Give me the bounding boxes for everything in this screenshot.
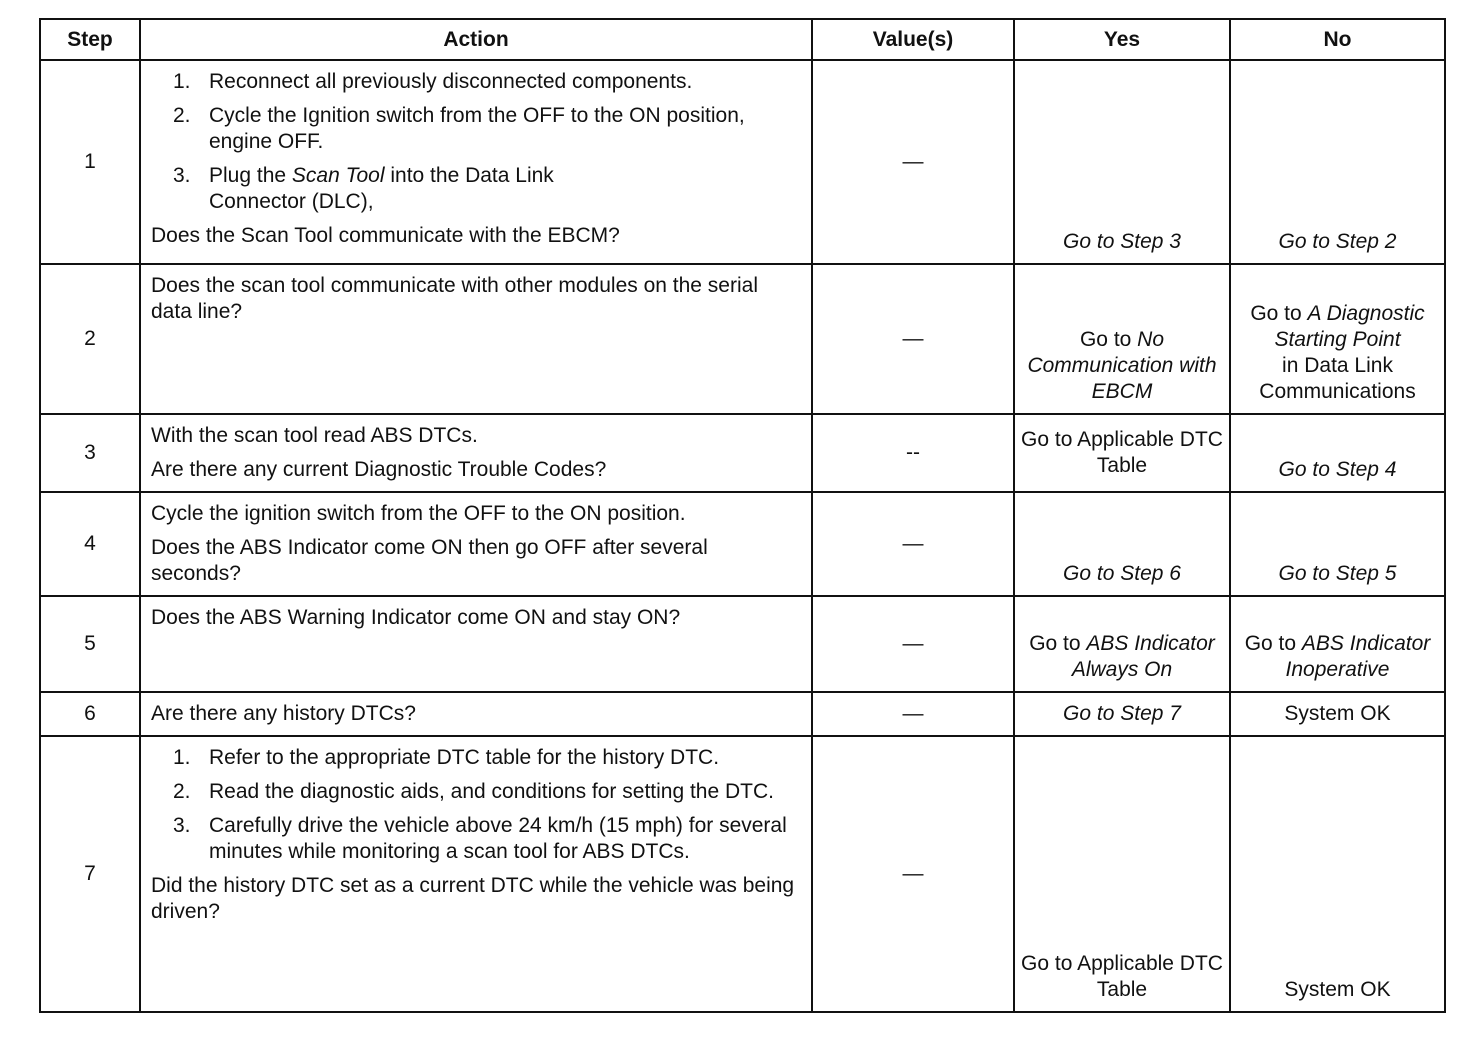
value-cell: — [812,492,1014,596]
no-cell: Go to Step 5 [1230,492,1445,596]
yes-cell: Go to Applicable DTC Table [1014,414,1230,492]
value-cell: — [812,60,1014,264]
yes-cell: Go to Step 3 [1014,60,1230,264]
action-cell [140,596,812,692]
action-cell [140,60,812,264]
header-yes: Yes [1014,19,1230,60]
no-cell: System OK [1230,736,1445,1012]
action-cell [140,736,812,1012]
action-cell [140,492,812,596]
action-question: Did the history DTC set as a current DTC while the vehicle was being driven? [151,874,795,923]
diagnostic-table [39,18,1446,1013]
table-row [40,492,1445,596]
action-step: 2. Cycle the Ignition switch from the OFF to the ON position, engine OFF. [173,104,745,153]
table-row [40,264,1445,414]
action-question: Does the scan tool communicate with other modules on the serial data line? [151,274,758,323]
action-cell [140,264,812,414]
action-step: 1. Refer to the appropriate DTC table for the history DTC. [173,746,720,769]
no-cell: Go to A Diagnostic Starting Point in Data Link Communications [1230,264,1445,414]
step-number: 5 [40,596,140,692]
action-question: Are there any history DTCs? [151,702,416,725]
action-question: Are there any current Diagnostic Trouble Codes? [151,458,607,481]
action-cell [140,414,812,492]
step-number: 2 [40,264,140,414]
table-row [40,414,1445,492]
action-step: 3. Carefully drive the vehicle above 24 km/h (15 mph) for several minutes while monitoring a scan tool for ABS DTCs. [173,814,787,863]
no-cell: Go to Step 2 [1230,60,1445,264]
yes-cell: Go to ABS Indicator Always On [1014,596,1230,692]
table-row [40,736,1445,1012]
no-cell: Go to Step 4 [1230,414,1445,492]
action-question: Does the ABS Warning Indicator come ON and stay ON? [151,606,681,629]
step-number: 6 [40,692,140,736]
no-cell: System OK [1230,692,1445,736]
yes-cell: Go to Applicable DTC Table [1014,736,1230,1012]
action-step: 3. Plug the Scan Tool into the Data Link Connector (DLC), [173,164,554,213]
action-question: Does the Scan Tool communicate with the EBCM? [151,224,620,247]
header-step: Step [40,19,140,60]
action-step: 1. Reconnect all previously disconnected components. [173,70,693,93]
value-cell: — [812,736,1014,1012]
value-cell: — [812,264,1014,414]
value-cell: — [812,596,1014,692]
yes-cell: Go to Step 7 [1014,692,1230,736]
header-action: Action [140,19,812,60]
header-values: Value(s) [812,19,1014,60]
action-text: With the scan tool read ABS DTCs. [151,424,478,447]
yes-cell: Go to No Communication with EBCM [1014,264,1230,414]
action-step: 2. Read the diagnostic aids, and conditions for setting the DTC. [173,780,774,803]
step-number: 7 [40,736,140,1012]
value-cell: — [812,692,1014,736]
action-cell [140,692,812,736]
table-row [40,596,1445,692]
step-number: 3 [40,414,140,492]
header-row [40,19,1445,60]
table-row [40,692,1445,736]
step-number: 4 [40,492,140,596]
yes-cell: Go to Step 6 [1014,492,1230,596]
no-cell: Go to ABS Indicator Inoperative [1230,596,1445,692]
value-cell: -- [812,414,1014,492]
header-no: No [1230,19,1445,60]
action-text: Cycle the ignition switch from the OFF to the ON position. [151,502,686,525]
table-row [40,60,1445,264]
action-question: Does the ABS Indicator come ON then go OFF after several seconds? [151,536,708,585]
step-number: 1 [40,60,140,264]
